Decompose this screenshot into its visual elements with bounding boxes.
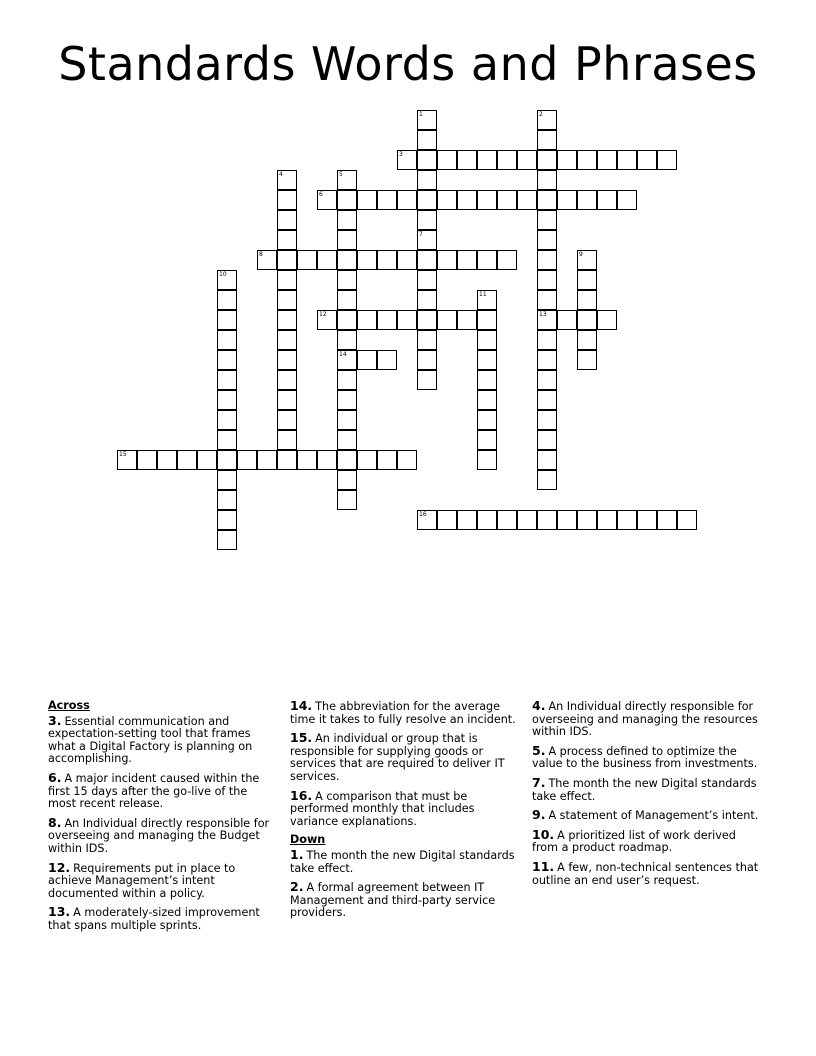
clue-text: A prioritized list of work derived from a product roadmap.	[532, 828, 736, 855]
grid-cell[interactable]	[637, 510, 657, 530]
grid-cell[interactable]	[477, 410, 497, 430]
grid-cell[interactable]	[517, 150, 537, 170]
grid-cell[interactable]	[577, 250, 597, 270]
grid-cell[interactable]	[437, 510, 457, 530]
grid-cell[interactable]	[577, 190, 597, 210]
grid-cell[interactable]	[577, 510, 597, 530]
grid-cell[interactable]	[277, 190, 297, 210]
grid-cell[interactable]	[457, 250, 477, 270]
grid-cell[interactable]	[577, 150, 597, 170]
clue-number: 15.	[290, 730, 313, 746]
cell-number: 14	[339, 351, 347, 358]
grid-cell[interactable]	[617, 510, 637, 530]
clue-text: An Individual directly responsible for overseeing and managing the Budget within IDS.	[48, 816, 270, 855]
grid-cell[interactable]	[657, 510, 677, 530]
clue-number: 6.	[48, 769, 62, 785]
clue-number: 8.	[48, 814, 62, 830]
clue-column-3	[532, 700, 760, 893]
clue-text: A major incident caused within the first 15 days after the go-live of the most recent release.	[48, 771, 260, 811]
grid-cell[interactable]	[537, 350, 557, 370]
grid-cell[interactable]	[337, 250, 357, 270]
grid-cell[interactable]	[337, 390, 357, 410]
grid-cell[interactable]	[537, 470, 557, 490]
clue-number: 4.	[532, 698, 546, 713]
clue-number: 1.	[290, 846, 304, 862]
clue-text: A process defined to optimize the value to the business from investments.	[532, 744, 758, 771]
clue-text: An individual or group that is responsible for supplying goods or services that are required to deliver IT services.	[290, 732, 505, 783]
clue-text: A moderately-sized improvement that spans multiple sprints.	[48, 906, 260, 932]
cell-number: 9	[579, 251, 583, 258]
clue-number: 11.	[532, 858, 555, 874]
clue-text: A statement of Management’s intent.	[548, 809, 759, 823]
down-heading: Down	[290, 833, 326, 847]
grid-cell[interactable]	[537, 230, 557, 250]
grid-cell[interactable]	[477, 450, 497, 470]
grid-cell[interactable]	[437, 190, 457, 210]
grid-cell[interactable]	[437, 250, 457, 270]
grid-cell[interactable]	[497, 150, 517, 170]
grid-cell[interactable]	[557, 190, 577, 210]
grid-cell[interactable]	[417, 110, 437, 130]
grid-cell[interactable]	[557, 310, 577, 330]
grid-cell[interactable]	[337, 230, 357, 250]
grid-cell[interactable]	[417, 370, 437, 390]
grid-cell[interactable]	[277, 270, 297, 290]
grid-cell[interactable]	[537, 150, 557, 170]
grid-cell[interactable]	[537, 370, 557, 390]
cell-number: 2	[539, 111, 543, 118]
cell-number: 3	[399, 151, 403, 158]
grid-cell[interactable]	[537, 430, 557, 450]
clue-number: 3.	[48, 712, 62, 728]
grid-cell[interactable]	[537, 510, 557, 530]
grid-cell[interactable]	[377, 450, 397, 470]
grid-cell[interactable]	[317, 250, 337, 270]
grid-cell[interactable]	[577, 270, 597, 290]
grid-cell[interactable]	[417, 350, 437, 370]
grid-cell[interactable]	[537, 310, 557, 330]
grid-cell[interactable]	[537, 410, 557, 430]
grid-cell[interactable]	[577, 330, 597, 350]
grid-cell[interactable]	[337, 170, 357, 190]
grid-cell[interactable]	[457, 310, 477, 330]
grid-cell[interactable]	[617, 150, 637, 170]
grid-cell[interactable]	[317, 190, 337, 210]
clue-across-8	[48, 814, 276, 856]
grid-cell[interactable]	[377, 310, 397, 330]
clue-number: 16.	[290, 787, 313, 803]
grid-cell[interactable]	[217, 390, 237, 410]
grid-cell[interactable]	[577, 310, 597, 330]
grid-cell[interactable]	[437, 310, 457, 330]
grid-cell[interactable]	[277, 210, 297, 230]
cell-number: 12	[319, 311, 327, 318]
grid-cell[interactable]	[277, 350, 297, 370]
clue-text: An Individual directly responsible for overseeing and managing the resources within IDS.	[532, 700, 758, 739]
grid-cell[interactable]	[417, 270, 437, 290]
clue-text: The month the new Digital standards take effect.	[290, 848, 515, 875]
grid-cell[interactable]	[337, 210, 357, 230]
clue-number: 5.	[532, 742, 546, 758]
grid-cell[interactable]	[397, 450, 417, 470]
cell-number: 5	[339, 171, 343, 178]
clue-number: 2.	[290, 879, 304, 895]
grid-cell[interactable]	[497, 250, 517, 270]
grid-cell[interactable]	[197, 450, 217, 470]
grid-cell[interactable]	[277, 410, 297, 430]
grid-cell[interactable]	[357, 350, 377, 370]
cell-number: 11	[479, 291, 487, 298]
grid-cell[interactable]	[597, 310, 617, 330]
clue-column-2	[290, 700, 518, 926]
grid-cell[interactable]	[157, 450, 177, 470]
grid-cell[interactable]	[557, 510, 577, 530]
grid-cell[interactable]	[537, 330, 557, 350]
cell-number: 1	[419, 111, 423, 118]
grid-cell[interactable]	[477, 310, 497, 330]
grid-cell[interactable]	[557, 150, 577, 170]
grid-cell[interactable]	[277, 170, 297, 190]
clue-number: 7.	[532, 774, 546, 790]
grid-cell[interactable]	[577, 350, 597, 370]
grid-cell[interactable]	[277, 370, 297, 390]
grid-cell[interactable]	[677, 510, 697, 530]
grid-cell[interactable]	[337, 290, 357, 310]
grid-cell[interactable]	[217, 490, 237, 510]
grid-cell[interactable]	[217, 410, 237, 430]
grid-cell[interactable]	[537, 250, 557, 270]
clue-down-9	[532, 809, 760, 823]
grid-cell[interactable]	[397, 310, 417, 330]
grid-cell[interactable]	[437, 150, 457, 170]
clue-down-7	[532, 774, 760, 803]
cell-number: 7	[419, 231, 423, 238]
cell-number: 15	[119, 451, 127, 458]
grid-cell[interactable]	[277, 250, 297, 270]
clue-number: 14.	[290, 698, 313, 713]
grid-cell[interactable]	[577, 290, 597, 310]
grid-cell[interactable]	[277, 390, 297, 410]
grid-cell[interactable]	[217, 510, 237, 530]
grid-cell[interactable]	[237, 450, 257, 470]
grid-cell[interactable]	[117, 450, 137, 470]
grid-cell[interactable]	[257, 450, 277, 470]
grid-cell[interactable]	[477, 290, 497, 310]
clue-number: 13.	[48, 904, 71, 920]
grid-cell[interactable]	[537, 190, 557, 210]
grid-cell[interactable]	[537, 110, 557, 130]
clue-text: A formal agreement between IT Management and third-party service providers.	[290, 881, 496, 920]
grid-cell[interactable]	[217, 350, 237, 370]
clue-number: 12.	[48, 859, 71, 875]
grid-cell[interactable]	[337, 450, 357, 470]
grid-cell[interactable]	[657, 150, 677, 170]
grid-cell[interactable]	[477, 510, 497, 530]
grid-cell[interactable]	[377, 350, 397, 370]
grid-cell[interactable]	[477, 390, 497, 410]
grid-cell[interactable]	[477, 150, 497, 170]
grid-cell[interactable]	[277, 330, 297, 350]
grid-cell[interactable]	[477, 330, 497, 350]
grid-cell[interactable]	[537, 270, 557, 290]
grid-cell[interactable]	[597, 510, 617, 530]
grid-cell[interactable]	[417, 210, 437, 230]
grid-cell[interactable]	[417, 330, 437, 350]
grid-cell[interactable]	[417, 150, 437, 170]
grid-cell[interactable]	[337, 350, 357, 370]
grid-cell[interactable]	[277, 450, 297, 470]
clue-across-15	[290, 732, 518, 783]
grid-cell[interactable]	[537, 290, 557, 310]
clue-text: Essential communication and expectation-setting tool that frames what a Digital Factory is planning on accomplishing.	[48, 714, 253, 766]
cell-number: 8	[259, 251, 263, 258]
grid-cell[interactable]	[217, 370, 237, 390]
grid-cell[interactable]	[337, 330, 357, 350]
grid-cell[interactable]	[457, 150, 477, 170]
clue-down-5	[532, 742, 760, 771]
grid-cell[interactable]	[217, 290, 237, 310]
grid-cell[interactable]	[417, 310, 437, 330]
grid-cell[interactable]	[477, 250, 497, 270]
clue-text: Requirements put in place to achieve Management’s intent documented within a policy.	[48, 861, 236, 900]
grid-cell[interactable]	[337, 370, 357, 390]
grid-cell[interactable]	[317, 450, 337, 470]
grid-cell[interactable]	[277, 430, 297, 450]
grid-cell[interactable]	[617, 190, 637, 210]
clue-down-11	[532, 858, 760, 887]
clue-across-14	[290, 700, 518, 726]
grid-cell[interactable]	[497, 190, 517, 210]
page-title: Standards Words and Phrases	[58, 37, 758, 91]
clue-text: The month the new Digital standards take effect.	[532, 776, 757, 803]
grid-cell[interactable]	[397, 250, 417, 270]
grid-cell[interactable]	[217, 530, 237, 550]
grid-cell[interactable]	[397, 190, 417, 210]
grid-cell[interactable]	[637, 150, 657, 170]
clue-number: 9.	[532, 807, 546, 823]
cell-number: 13	[539, 311, 547, 318]
grid-cell[interactable]	[537, 450, 557, 470]
grid-cell[interactable]	[517, 190, 537, 210]
grid-cell[interactable]	[337, 430, 357, 450]
grid-cell[interactable]	[217, 330, 237, 350]
cell-number: 16	[419, 511, 427, 518]
grid-cell[interactable]	[217, 470, 237, 490]
grid-cell[interactable]	[357, 450, 377, 470]
cell-number: 6	[319, 191, 323, 198]
grid-cell[interactable]	[497, 510, 517, 530]
grid-cell[interactable]	[417, 130, 437, 150]
grid-cell[interactable]	[137, 450, 157, 470]
grid-cell[interactable]	[377, 190, 397, 210]
grid-cell[interactable]	[537, 130, 557, 150]
clue-down-4	[532, 700, 760, 739]
grid-cell[interactable]	[517, 510, 537, 530]
grid-cell[interactable]	[337, 190, 357, 210]
clue-across-3	[48, 712, 276, 766]
grid-cell[interactable]	[337, 270, 357, 290]
grid-cell[interactable]	[597, 150, 617, 170]
grid-cell[interactable]	[377, 250, 397, 270]
clue-down-2	[290, 881, 518, 920]
grid-cell[interactable]	[397, 150, 417, 170]
grid-cell[interactable]	[317, 310, 337, 330]
grid-cell[interactable]	[277, 310, 297, 330]
clue-across-16	[290, 787, 518, 829]
grid-cell[interactable]	[277, 290, 297, 310]
grid-cell[interactable]	[337, 310, 357, 330]
grid-cell[interactable]	[277, 230, 297, 250]
clue-across-12	[48, 859, 276, 901]
grid-cell[interactable]	[417, 170, 437, 190]
clue-down-10	[532, 826, 760, 855]
clue-column-1	[48, 700, 276, 939]
clue-text: A comparison that must be performed monthly that includes variance explanations.	[290, 789, 475, 828]
grid-cell[interactable]	[297, 250, 317, 270]
clue-number: 10.	[532, 826, 555, 842]
grid-cell[interactable]	[537, 210, 557, 230]
grid-cell[interactable]	[357, 310, 377, 330]
grid-cell[interactable]	[337, 490, 357, 510]
grid-cell[interactable]	[217, 430, 237, 450]
grid-cell[interactable]	[297, 450, 317, 470]
clue-across-6	[48, 769, 276, 811]
grid-cell[interactable]	[457, 510, 477, 530]
grid-cell[interactable]	[177, 450, 197, 470]
grid-cell[interactable]	[477, 370, 497, 390]
clue-text: A few, non-technical sentences that outline an end user’s request.	[532, 860, 759, 887]
across-heading: Across	[48, 699, 90, 712]
grid-cell[interactable]	[477, 350, 497, 370]
grid-cell[interactable]	[417, 250, 437, 270]
grid-cell[interactable]	[257, 250, 277, 270]
grid-cell[interactable]	[537, 390, 557, 410]
grid-cell[interactable]	[357, 190, 377, 210]
grid-cell[interactable]	[537, 170, 557, 190]
grid-cell[interactable]	[337, 470, 357, 490]
grid-cell[interactable]	[457, 190, 477, 210]
grid-cell[interactable]	[597, 190, 617, 210]
grid-cell[interactable]	[357, 250, 377, 270]
cell-number: 10	[219, 271, 227, 278]
grid-cell[interactable]	[477, 430, 497, 450]
grid-cell[interactable]	[217, 450, 237, 470]
clue-down-1	[290, 846, 518, 875]
grid-cell[interactable]	[217, 270, 237, 290]
grid-cell[interactable]	[477, 190, 497, 210]
grid-cell[interactable]	[417, 290, 437, 310]
cell-number: 4	[279, 171, 283, 178]
grid-cell[interactable]	[337, 410, 357, 430]
clue-text: The abbreviation for the average time it takes to fully resolve an incident.	[290, 700, 516, 726]
grid-cell[interactable]	[217, 310, 237, 330]
grid-cell[interactable]	[417, 510, 437, 530]
grid-cell[interactable]	[417, 190, 437, 210]
grid-cell[interactable]	[417, 230, 437, 250]
clue-across-13	[48, 906, 276, 932]
